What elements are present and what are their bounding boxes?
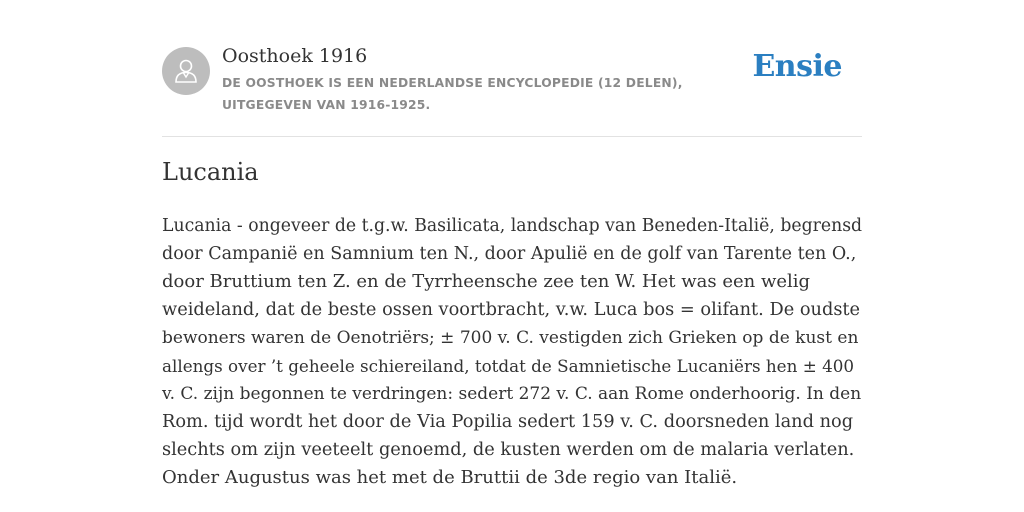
avatar[interactable]	[162, 47, 210, 95]
source-title[interactable]: Oosthoek 1916	[222, 45, 368, 67]
source-description: DE OOSTHOEK IS EEN NEDERLANDSE ENCYCLOPEDIE (12 DELEN), UITGEGEVEN VAN 1916-1925.	[222, 76, 683, 112]
entry-line: weideland, dat de beste ossen voortbracht, v.w. Luca bos = olifant. De oudste	[162, 300, 861, 320]
user-icon	[172, 57, 200, 85]
entry-line: Onder Augustus was het met de Bruttii de 3de regio van Italië.	[162, 467, 738, 488]
entry-title: Lucania	[162, 158, 259, 186]
entry-line: door Campanië en Samnium ten N., door Apulië en de golf van Tarente ten O.,	[162, 244, 857, 264]
entry-page	[162, 0, 863, 488]
source-header	[162, 0, 862, 137]
entry-body	[162, 212, 862, 492]
entry-line: v. C. zijn begonnen te verdringen: sedert 272 v. C. aan Rome onderhoorig. In den	[162, 384, 862, 404]
entry-line: bewoners waren de Oenotriërs; ± 700 v. C. vestigden zich Grieken op de kust en	[162, 328, 859, 348]
entry-line: Rom. tijd wordt het door de Via Popilia sedert 159 v. C. doorsneden land nog	[162, 412, 854, 432]
entry-line: Lucania - ongeveer de t.g.w. Basilicata, landschap van Beneden-Italië, begrensd	[162, 216, 863, 236]
entry-line: slechts om zijn veeteelt genoemd, de kusten werden om de malaria verlaten.	[162, 440, 855, 460]
ensie-logo[interactable]: Ensie	[752, 49, 842, 84]
entry-line: door Bruttium ten Z. en de Tyrrheensche zee ten W. Het was een welig	[162, 271, 811, 292]
entry-line: allengs over ’t geheele schiereiland, totdat de Samnietische Lucaniërs hen ± 400	[162, 356, 855, 376]
